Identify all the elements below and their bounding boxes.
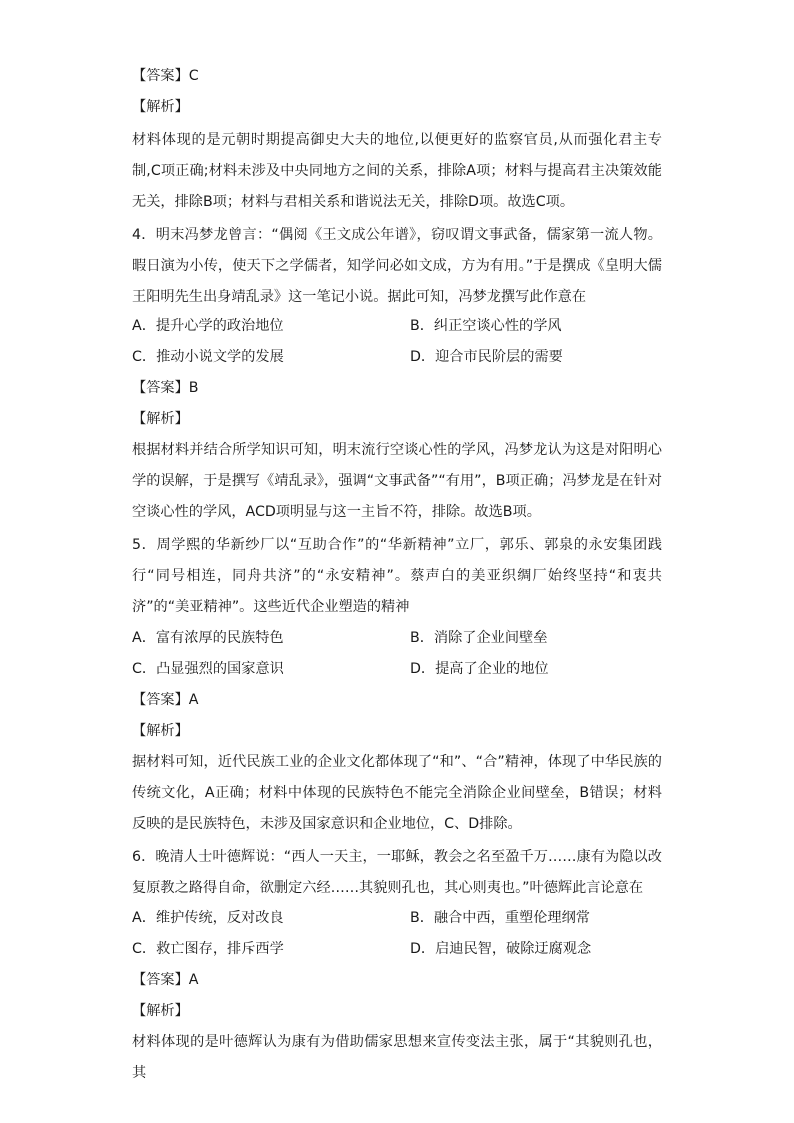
- analysis-label: 【解析】: [132, 1003, 189, 1019]
- question-6-stem: 6．晚清人士叶德辉说：“西人一天主，一耶稣，教会之名至盈千万……康有为隐以改复原教之路得自命，欲删定六经……其貌则孔也，其心则夷也。”叶德辉此言论意在: [132, 849, 662, 896]
- analysis-label: 【解析】: [132, 411, 189, 427]
- analysis-text: 根据材料并结合所学知识可知，明末流行空谈心性的学风，冯梦龙认为这是对阳明心学的误解，于是撰写《靖乱录》，强调“文事武备”“有用”，B项正确；冯梦龙是在针对空谈心性的学风，ACD项明显与这一主旨不符，排除。故选B项。: [132, 442, 662, 520]
- question-5-option-a: A．富有浓厚的民族特色: [132, 630, 284, 646]
- analysis-text: 材料体现的是叶德辉认为康有为借助儒家思想来宣传变法主张，属于“其貌则孔也，其: [132, 1034, 662, 1081]
- question-4-option-a: A．提升心学的政治地位: [132, 318, 284, 334]
- question-5-option-d: D．提高了企业的地位: [410, 661, 549, 677]
- answer-label: 【答案】C: [132, 68, 199, 84]
- answer-label: 【答案】A: [132, 972, 199, 988]
- answer-label: 【答案】B: [132, 380, 199, 396]
- question-4-stem: 4．明末冯梦龙曾言：“偶阅《王文成公年谱》，窃叹谓文事武备，儒家第一流人物。暇日演为小传，使天下之学儒者，知学问必如文成，方为有用。”于是撰成《皇明大儒王阳明先生出身靖乱录》这一笔记小说。据此可知，冯梦龙撰写此作意在: [132, 227, 662, 305]
- analysis-label: 【解析】: [132, 99, 189, 115]
- question-4-option-c: C．推动小说文学的发展: [132, 349, 284, 365]
- question-6-option-b: B．融合中西，重塑伦理纲常: [410, 910, 590, 926]
- answer-label: 【答案】A: [132, 692, 199, 708]
- question-5-option-c: C．凸显强烈的国家意识: [132, 661, 284, 677]
- question-5-option-b: B．消除了企业间壁垒: [410, 630, 548, 646]
- question-6-option-d: D．启迪民智，破除迂腐观念: [410, 941, 592, 957]
- question-6-option-c: C．救亡图存，排斥西学: [132, 941, 284, 957]
- analysis-text: 材料体现的是元朝时期提高御史大夫的地位,以便更好的监察官员,从而强化君主专制,C项正确;材料未涉及中央同地方之间的关系，排除A项；材料与提高君主决策效能无关，排除B项；材料与君相关系和谐说法无关，排除D项。故选C项。: [132, 132, 662, 210]
- question-4-option-d: D．迎合市民阶层的需要: [410, 349, 563, 365]
- question-4-option-b: B．纠正空谈心性的学风: [410, 318, 562, 334]
- analysis-text: 据材料可知，近代民族工业的企业文化都体现了“和”、“合”精神，体现了中华民族的传统文化，A正确；材料中体现的民族特色不能完全消除企业间壁垒，B错误；材料反映的是民族特色，未涉及国家意识和企业地位，C、D排除。: [132, 754, 662, 832]
- analysis-label: 【解析】: [132, 723, 189, 739]
- question-6-option-a: A．维护传统，反对改良: [132, 910, 284, 926]
- question-5-stem: 5．周学熙的华新纱厂以“互助合作”的“华新精神”立厂，郭乐、郭泉的永安集团践行“同号相连，同舟共济”的“永安精神”。蔡声白的美亚织绸厂始终坚持“和衷共济”的“美亚精神”。这些近代企业塑造的精神: [132, 537, 662, 615]
